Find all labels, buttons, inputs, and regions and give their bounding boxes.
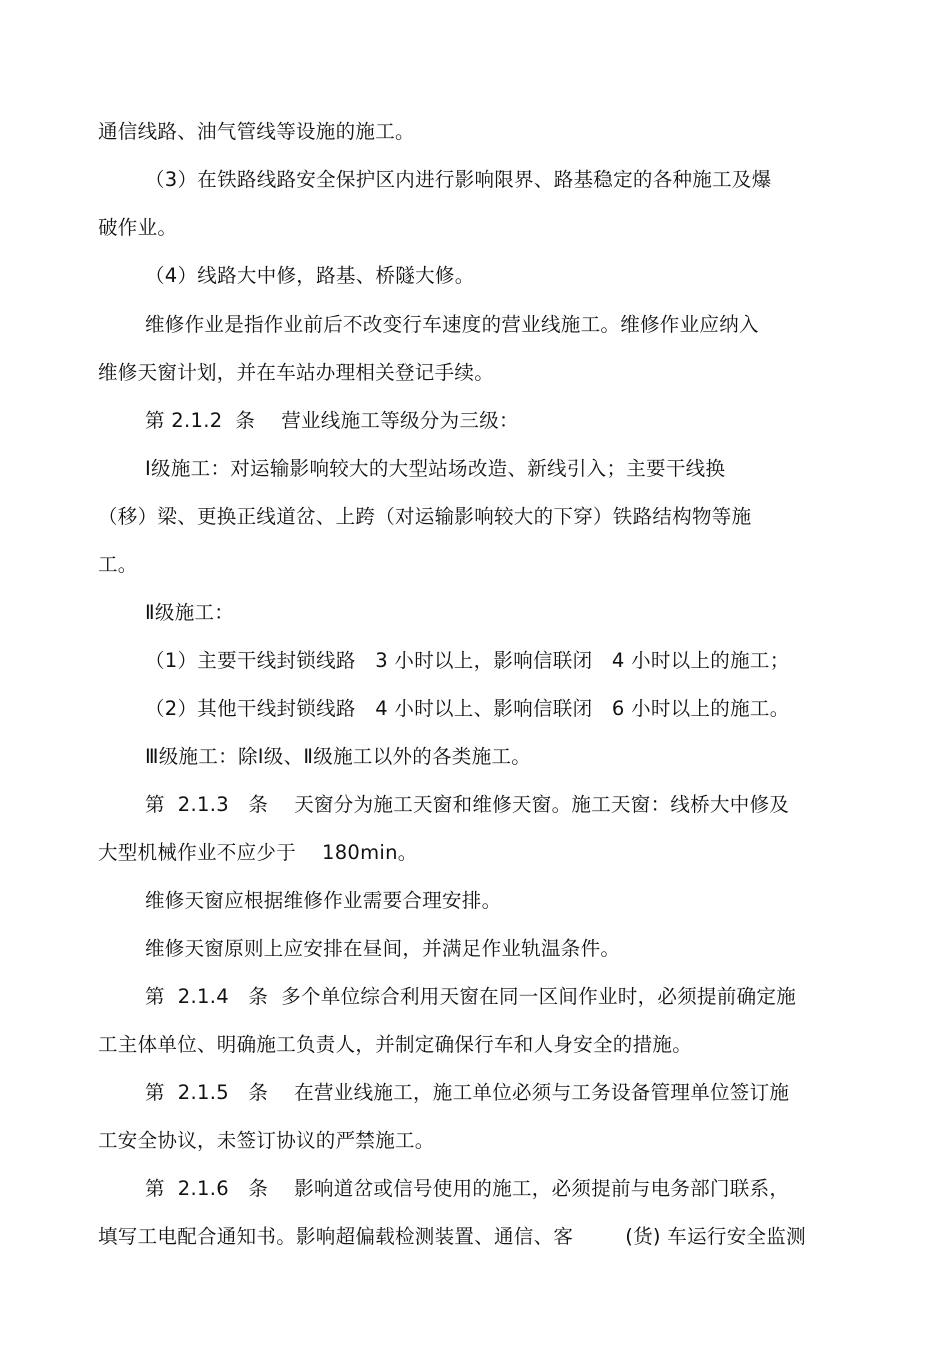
text-line-6: 维修天窗计划，并在车站办理相关登记手续。: [98, 361, 495, 384]
text-line-4: （4）线路大中修，路基、桥隧大修。: [145, 264, 475, 287]
text-line-14: Ⅲ级施工：除Ⅰ级、Ⅱ级施工以外的各类施工。: [145, 745, 532, 768]
text-line-2: （3）在铁路线路安全保护区内进行影响限界、路基稳定的各种施工及爆: [145, 168, 772, 191]
text-line-7: 第 2.1.2 条 营业线施工等级分为三级：: [145, 409, 519, 432]
text-line-20: 工主体单位、明确施工负责人，并制定确保行车和人身安全的措施。: [98, 1033, 693, 1056]
text-line-5: 维修作业是指作业前后不改变行车速度的营业线施工。维修作业应纳入: [145, 313, 759, 336]
text-line-21: 第 2.1.5 条 在营业线施工，施工单位必须与工务设备管理单位签订施: [145, 1081, 790, 1104]
text-line-23: 第 2.1.6 条 影响道岔或信号使用的施工，必须提前与电务部门联系，: [145, 1177, 790, 1200]
text-line-1: 通信线路、油气管线等设施的施工。: [98, 120, 415, 143]
text-line-11: Ⅱ级施工：: [145, 601, 235, 624]
text-line-24: 填写工电配合通知书。影响超偏载检测装置、通信、客 (货) 车运行安全监测: [98, 1225, 806, 1248]
text-line-9: （移）梁、更换正线道岔、上跨（对运输影响较大的下穿）铁路结构物等施: [98, 505, 752, 528]
text-line-15: 第 2.1.3 条 天窗分为施工天窗和维修天窗。施工天窗：线桥大中修及: [145, 793, 790, 816]
text-line-17: 维修天窗应根据维修作业需要合理安排。: [145, 889, 502, 912]
text-line-19: 第 2.1.4 条 多个单位综合利用天窗在同一区间作业时，必须提前确定施: [145, 985, 797, 1008]
text-line-16: 大型机械作业不应少于 180min。: [98, 841, 418, 864]
text-line-22: 工安全协议，未签订协议的严禁施工。: [98, 1129, 435, 1152]
text-line-10: 工。: [98, 553, 138, 576]
text-line-18: 维修天窗原则上应安排在昼间，并满足作业轨温条件。: [145, 937, 621, 960]
text-line-13: （2）其他干线封锁线路 4 小时以上、影响信联闭 6 小时以上的施工。: [145, 697, 790, 720]
text-line-8: Ⅰ级施工：对运输影响较大的大型站场改造、新线引入；主要干线换: [145, 457, 726, 480]
text-line-12: （1）主要干线封锁线路 3 小时以上，影响信联闭 4 小时以上的施工；: [145, 649, 790, 672]
text-line-3: 破作业。: [98, 216, 178, 239]
